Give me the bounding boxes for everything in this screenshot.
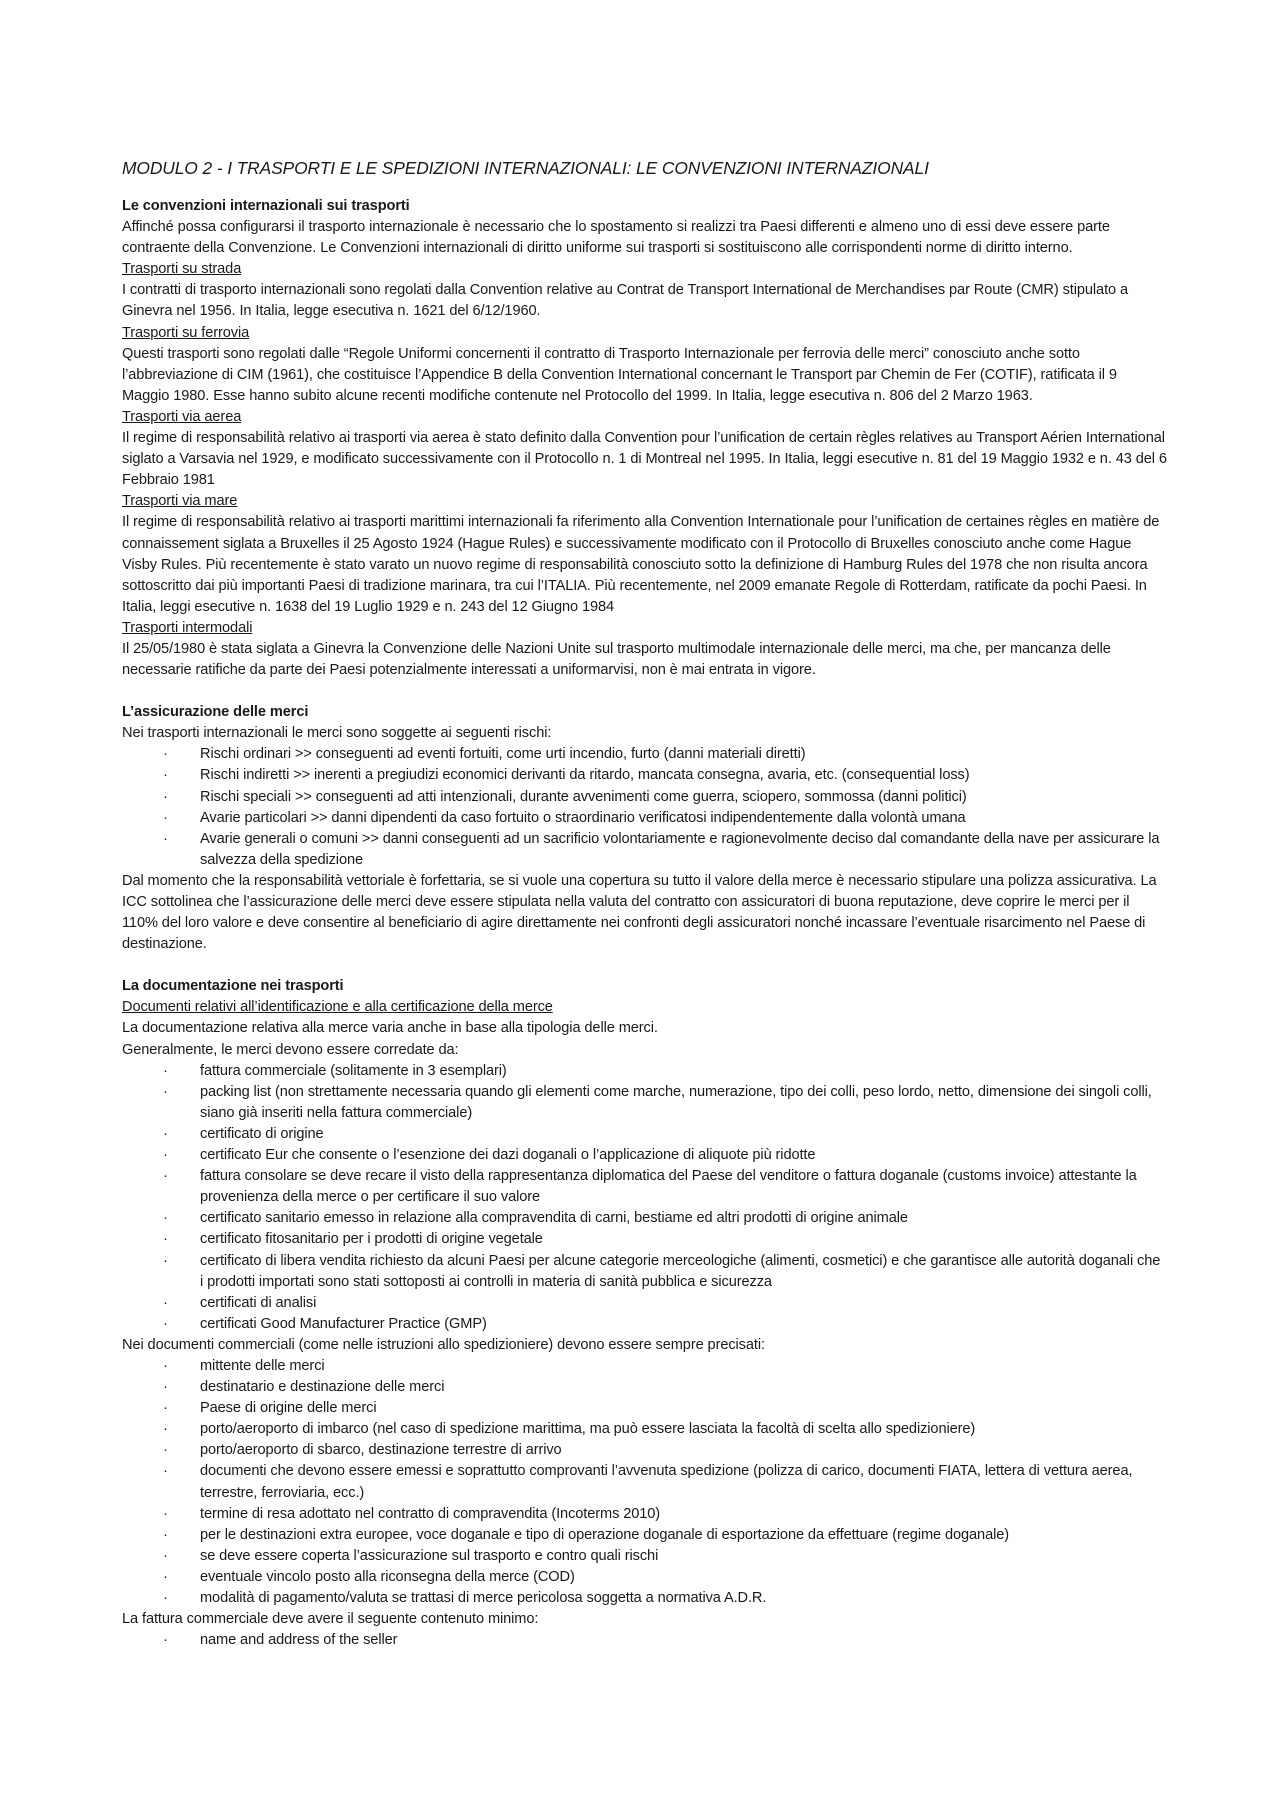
list-item: · certificati di analisi <box>122 1293 1167 1314</box>
documentazione-line4: La fattura commerciale deve avere il seguente contenuto minimo: <box>122 1611 539 1628</box>
list-item: · destinatario e destinazione delle merci <box>122 1377 1167 1398</box>
list-item: · Paese di origine delle merci <box>122 1398 1167 1419</box>
list-item: · name and address of the seller <box>122 1630 1167 1651</box>
convenzioni-intro: Affinché possa configurarsi il trasporto internazionale è necessario che lo spostamento si realizzi tra Paesi differenti e almeno uno di essi deve essere parte contraente della Convenzione. Le Convenzioni internazionali di diritto uniforme sui trasporti si sostituiscono alle corrispondenti norme di diritto interno. <box>122 219 1110 257</box>
fattura-list <box>122 1630 1167 1651</box>
list-item: · certificati Good Manufacturer Practice (GMP) <box>122 1314 1167 1335</box>
list-item: · fattura consolare se deve recare il visto della rappresentanza diplomatica del Paese del venditore o fattura doganale (customs invoice) attestante la provenienza della merce o per certificare il suo valore <box>122 1166 1167 1208</box>
list-item: · modalità di pagamento/valuta se trattasi di merce pericolosa soggetta a normativa A.D.R. <box>122 1588 1167 1609</box>
list-item: · certificato di origine <box>122 1124 1167 1145</box>
intermodali-label: Trasporti intermodali <box>122 619 253 636</box>
list-item: · eventuale vincolo posto alla riconsegna della merce (COD) <box>122 1567 1167 1588</box>
list-item: · Rischi speciali >> conseguenti ad atti intenzionali, durante avvenimenti come guerra, sciopero, sommossa (danni politici) <box>122 787 1167 808</box>
assicurazione-intro: Nei trasporti internazionali le merci sono soggette ai seguenti rischi: <box>122 725 552 742</box>
list-item: · mittente delle merci <box>122 1356 1167 1377</box>
list-item: · certificato di libera vendita richiesto da alcuni Paesi per alcune categorie merceologiche (alimenti, cosmetici) e che garantisce alle autorità doganali che i prodotti importati sono stati sottoposti ai controlli in materia di sanità pubblica e sicurezza <box>122 1251 1167 1293</box>
page-title: MODULO 2 - I TRASPORTI E LE SPEDIZIONI INTERNAZIONALI: LE CONVENZIONI INTERNAZIONALI <box>122 158 929 178</box>
precisati-list <box>122 1356 1167 1609</box>
mare-label: Trasporti via mare <box>122 493 238 510</box>
section-documentazione <box>122 976 1167 1651</box>
list-item: · se deve essere coperta l’assicurazione sul trasporto e contro quali rischi <box>122 1546 1167 1567</box>
list-item: · packing list (non strettamente necessaria quando gli elementi come marche, numerazione, tipo dei colli, peso lordo, netto, dimensione dei singoli colli, siano già inseriti nella fattura commerciale) <box>122 1082 1167 1124</box>
list-item: · Rischi ordinari >> conseguenti ad eventi fortuiti, come urti incendio, furto (danni materiali diretti) <box>122 744 1167 765</box>
list-item: · certificato sanitario emesso in relazione alla compravendita di carni, bestiame ed altri prodotti di origine animale <box>122 1208 1167 1229</box>
assicurazione-heading: L’assicurazione delle merci <box>122 704 309 721</box>
aerea-label: Trasporti via aerea <box>122 408 242 425</box>
docs-list <box>122 1061 1167 1335</box>
section-assicurazione <box>122 702 1167 955</box>
list-item: · Avarie generali o comuni >> danni conseguenti ad un sacrificio volontariamente e ragionevolmente deciso dal comandante della nave per assicurare la salvezza della spedizione <box>122 829 1167 871</box>
list-item: · termine di resa adottato nel contratto di compravendita (Incoterms 2010) <box>122 1504 1167 1525</box>
documentazione-sub-label: Documenti relativi all’identificazione e alla certificazione della merce <box>122 999 553 1016</box>
list-item: · certificato fitosanitario per i prodotti di origine vegetale <box>122 1229 1167 1250</box>
aerea-text: Il regime di responsabilità relativo ai trasporti via aerea è stato definito dalla Convention pour l’unification de certain règles relatives au Transport Aérien International siglato a Varsavia nel 1929, e modificato successivamente con il Protocollo n. 1 di Montreal nel 1995. In Italia, leggi esecutive n. 81 del 19 Maggio 1932 e n. 43 del 6 Febbraio 1981 <box>122 430 1167 489</box>
list-item: · Avarie particolari >> danni dipendenti da caso fortuito o straordinario verificatosi indipendentemente dalla volontà umana <box>122 808 1167 829</box>
convenzioni-heading: Le convenzioni internazionali sui trasporti <box>122 198 410 214</box>
list-item: · Rischi indiretti >> inerenti a pregiudizi economici derivanti da ritardo, mancata consegna, avaria, etc. (consequential loss) <box>122 765 1167 786</box>
rischi-list <box>122 744 1167 871</box>
documentazione-line2: Generalmente, le merci devono essere corredate da: <box>122 1041 459 1058</box>
intermodali-text: Il 25/05/1980 è stata siglata a Ginevra la Convenzione delle Nazioni Unite sul trasporto multimodale internazionale delle merci, ma che, per mancanza delle necessarie ratifiche da parte dei Paesi potenzialmente interessati a uniformarvisi, non è mai entrata in vigore. <box>122 640 1111 679</box>
list-item: · documenti che devono essere emessi e soprattutto comprovanti l’avvenuta spedizione (polizza di carico, documenti FIATA, lettera di vettura aerea, terrestre, ferroviaria, ecc.) <box>122 1461 1167 1503</box>
ferrovia-text: Questi trasporti sono regolati dalle “Regole Uniformi concernenti il contratto di Trasporto Internazionale per ferrovia delle merci” conosciuto anche sotto l’abbreviazione di CIM (1961), che costituisce l’Appendice B della Convention International concernant le Transport par Chemin de Fer (COTIF), ratificata il 9 Maggio 1980. Esse hanno subito alcune recenti modifiche contenute nel Protocollo del 1999. In Italia, legge esecutiva n. 806 del 2 Marzo 1963. <box>122 345 1117 404</box>
strada-label: Trasporti su strada <box>122 261 242 278</box>
list-item: · certificato Eur che consente o l’esenzione dei dazi doganali o l’applicazione di aliquote più ridotte <box>122 1145 1167 1166</box>
assicurazione-closing: Dal momento che la responsabilità vettoriale è forfettaria, se si vuole una copertura su tutto il valore della merce è necessario stipulare una polizza assicurativa. La ICC sottolinea che l’assicurazione delle merci deve essere stipulata nella valuta del contratto con assicuratori di buona reputazione, deve coprire le merci per il 110% del loro valore e deve consentire al beneficiario di agire direttamente nei confronti degli assicuratori nonché incassare l’eventuale risarcimento nel Paese di destinazione. <box>122 872 1157 953</box>
section-convenzioni <box>122 196 1167 681</box>
documentazione-heading: La documentazione nei trasporti <box>122 978 344 995</box>
list-item: · per le destinazioni extra europee, voce doganale e tipo di operazione doganale di esportazione da effettuare (regime doganale) <box>122 1525 1167 1546</box>
mare-text: Il regime di responsabilità relativo ai trasporti marittimi internazionali fa riferimento alla Convention Internationale pour l’unification de certaines règles en matière de connaissement siglata a Bruxelles il 25 Agosto 1924 (Hague Rules) e successivamente modificato con il Protocollo di Bruxelles conosciuto anche come Hague Visby Rules. Più recentemente è stato varato un nuovo regime di responsabilità conosciuto sotto la definizione di Hamburg Rules del 1978 che non risulta ancora sottoscritto dai più importanti Paesi di tradizione marinara, tra cui l’ITALIA. Più recentemente, nel 2009 emanate Regole di Rotterdam, ratificate da pochi Paesi. In Italia, leggi esecutive n. 1638 del 19 Luglio 1929 e n. 243 del 12 Giugno 1984 <box>122 514 1160 615</box>
strada-text: I contratti di trasporto internazionali sono regolati dalla Convention relative au Contrat de Transport International de Merchandises par Route (CMR) stipulato a Ginevra nel 1956. In Italia, legge esecutiva n. 1621 del 6/12/1960. <box>122 282 1129 320</box>
ferrovia-label: Trasporti su ferrovia <box>122 324 250 341</box>
list-item: · porto/aeroporto di imbarco (nel caso di spedizione marittima, ma può essere lasciata la facoltà di scelta allo spedizioniere) <box>122 1419 1167 1440</box>
documentazione-line3: Nei documenti commerciali (come nelle istruzioni allo spedizioniere) devono essere sempre precisati: <box>122 1336 765 1353</box>
list-item: · porto/aeroporto di sbarco, destinazione terrestre di arrivo <box>122 1440 1167 1461</box>
list-item: · fattura commerciale (solitamente in 3 esemplari) <box>122 1061 1167 1082</box>
document-page <box>122 156 1167 1672</box>
documentazione-line1: La documentazione relativa alla merce varia anche in base alla tipologia delle merci. <box>122 1020 658 1037</box>
